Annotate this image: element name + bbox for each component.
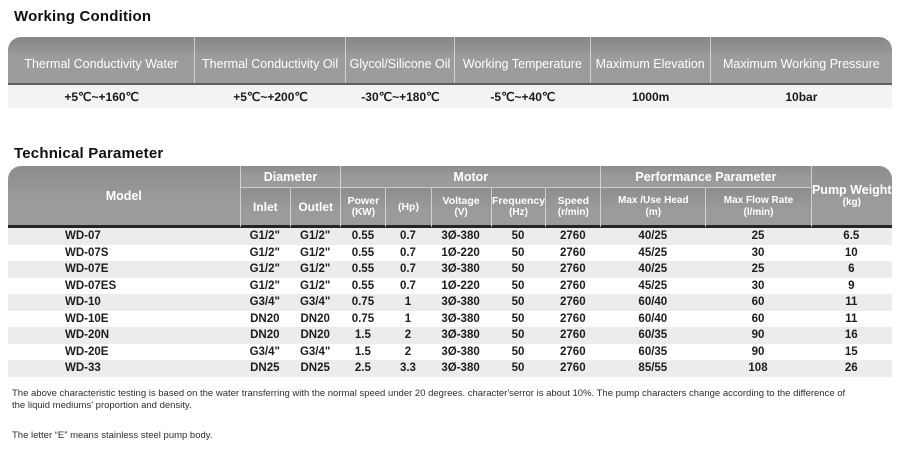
power-kw-cell: 0.55	[351, 263, 375, 275]
table-row	[8, 261, 892, 278]
wc-header-working-temperature: Working Temperature	[455, 37, 590, 83]
frequency-cell: 50	[511, 263, 525, 275]
model-cell: WD-10E	[65, 312, 109, 325]
voltage-cell: 1Ø-220	[441, 279, 480, 292]
wc-value-thermal-water: +5℃~+160℃	[64, 89, 140, 104]
wc-header-maximum-working-pressure: Maximum Working Pressure	[722, 57, 880, 71]
wc-value-working-temperature: -5℃~+40℃	[490, 89, 556, 104]
max-flow-rate-cell: 25	[751, 263, 765, 275]
pump-weight-cell: 11	[845, 296, 858, 308]
voltage-cell: 3Ø-380	[441, 345, 480, 358]
working-condition-value-row	[8, 85, 892, 108]
power-kw-cell: 0.75	[351, 296, 375, 308]
wc-header-glycol-silicone-oil: Glycol/Silicone Oil	[346, 37, 456, 83]
outlet-cell: G1/2"	[299, 263, 331, 275]
max-use-head-cell: 60/35	[638, 345, 668, 358]
hp-cell: 1	[404, 312, 412, 325]
frequency-cell: 50	[511, 296, 525, 308]
pump-weight-cell: 6	[848, 263, 855, 275]
pump-weight-cell: 15	[844, 345, 858, 358]
speed-cell: 2760	[560, 279, 586, 292]
voltage-cell: 3Ø-380	[441, 362, 480, 374]
max-use-head-cell: 60/40	[638, 296, 668, 308]
outlet-cell: DN20	[300, 312, 330, 325]
model-cell: WD-07ES	[65, 279, 117, 292]
hp-cell: 2	[404, 329, 412, 341]
table-row	[8, 360, 892, 377]
frequency-cell: 50	[511, 329, 525, 341]
wc-value-glycol-silicone-oil: -30℃~+180℃	[361, 89, 440, 104]
model-cell: WD-10	[65, 296, 101, 308]
col-header-voltage: Voltage (V)	[431, 188, 491, 228]
frequency-cell: 50	[511, 230, 525, 242]
outlet-cell: G1/2"	[299, 230, 331, 242]
hp-cell: 0.7	[399, 246, 416, 259]
wc-value-maximum-elevation: 1000m	[631, 89, 670, 104]
col-header-inlet: Inlet	[240, 188, 290, 228]
voltage-cell: 3Ø-380	[441, 230, 480, 242]
model-cell: WD-20E	[65, 345, 109, 358]
power-kw-cell: 0.55	[351, 246, 375, 259]
hp-cell: 0.7	[399, 279, 416, 292]
outlet-cell: G3/4"	[299, 296, 331, 308]
hp-cell: 3.3	[399, 362, 416, 374]
working-condition-table	[8, 37, 892, 108]
inlet-cell: G1/2"	[249, 279, 280, 292]
tech-table-body	[8, 228, 892, 377]
max-flow-rate-cell: 30	[751, 246, 765, 259]
wc-header-thermal-water: Thermal Conductivity Water	[8, 37, 195, 83]
col-group-motor: Motor	[340, 166, 600, 188]
max-flow-rate-cell: 60	[751, 312, 765, 325]
speed-cell: 2760	[560, 362, 586, 374]
wc-value-thermal-oil: +5℃~+200℃	[233, 89, 308, 104]
max-use-head-cell: 60/35	[638, 329, 668, 341]
inlet-cell: DN20	[250, 312, 280, 325]
technical-parameter-table	[8, 166, 892, 377]
max-use-head-cell: 45/25	[638, 279, 668, 292]
working-condition-title: Working Condition	[14, 8, 152, 25]
col-header-max-use-head: Max /Use Head (m)	[600, 188, 705, 228]
wc-value-maximum-working-pressure: 10bar	[785, 89, 818, 104]
power-kw-cell: 1.5	[354, 345, 371, 358]
hp-cell: 2	[404, 345, 412, 358]
voltage-cell: 3Ø-380	[441, 296, 480, 308]
frequency-cell: 50	[511, 279, 525, 292]
power-kw-cell: 1.5	[354, 329, 371, 341]
testing-note: The above characteristic testing is based on the water transferring with the normal speed under 20 degrees. character'serror is about 10%. The pump characters change according to the difference of the liquid mediums' proportion and density.	[12, 387, 846, 411]
col-header-hp: (Hp)	[385, 188, 430, 228]
col-header-speed: Speed (r/min)	[545, 188, 600, 228]
inlet-cell: G3/4"	[249, 296, 280, 308]
power-kw-cell: 0.55	[351, 279, 375, 292]
inlet-cell: G1/2"	[249, 246, 280, 259]
max-flow-rate-cell: 25	[751, 230, 765, 242]
power-kw-cell: 0.55	[351, 230, 375, 242]
col-header-model: Model	[8, 166, 240, 228]
technical-parameter-title: Technical Parameter	[14, 145, 164, 162]
wc-header-thermal-oil: Thermal Conductivity Oil	[195, 37, 345, 83]
max-use-head-cell: 40/25	[638, 263, 668, 275]
power-kw-cell: 2.5	[354, 362, 371, 374]
inlet-cell: G1/2"	[249, 263, 280, 275]
hp-cell: 1	[404, 296, 412, 308]
frequency-cell: 50	[511, 345, 525, 358]
max-use-head-cell: 40/25	[638, 230, 668, 242]
inlet-cell: G3/4"	[249, 345, 280, 358]
voltage-cell: 3Ø-380	[441, 312, 480, 325]
col-header-frequency: Frequency (Hz)	[491, 188, 546, 228]
speed-cell: 2760	[560, 246, 586, 259]
pump-weight-cell: 16	[844, 329, 858, 341]
max-flow-rate-cell: 30	[751, 279, 765, 292]
table-row	[8, 245, 892, 262]
max-flow-rate-cell: 60	[751, 296, 765, 308]
max-use-head-cell: 85/55	[638, 362, 668, 374]
speed-cell: 2760	[560, 329, 586, 341]
pump-weight-cell: 10	[844, 246, 858, 259]
model-cell: WD-07	[65, 230, 101, 242]
table-row	[8, 311, 892, 328]
outlet-cell: DN20	[300, 329, 330, 341]
col-header-power-kw: Power (KW)	[340, 188, 385, 228]
frequency-cell: 50	[511, 362, 525, 374]
speed-cell: 2760	[560, 312, 586, 325]
pump-weight-label: Pump Weight	[811, 182, 892, 197]
max-flow-rate-cell: 90	[751, 329, 765, 341]
table-row	[8, 228, 892, 245]
hp-cell: 0.7	[399, 230, 416, 242]
inlet-cell: G1/2"	[249, 230, 280, 242]
model-cell: WD-07S	[65, 246, 109, 259]
speed-cell: 2760	[560, 230, 586, 242]
working-condition-header-row	[8, 37, 892, 85]
speed-cell: 2760	[560, 345, 586, 358]
pump-weight-cell: 6.5	[843, 230, 860, 242]
wc-header-maximum-elevation: Maximum Elevation	[591, 37, 711, 83]
inlet-cell: DN25	[250, 362, 280, 374]
max-flow-rate-cell: 90	[751, 345, 765, 358]
speed-cell: 2760	[560, 296, 586, 308]
col-group-performance-parameter: Performance Parameter	[600, 166, 810, 188]
voltage-cell: 3Ø-380	[441, 263, 480, 275]
model-cell: WD-20N	[65, 329, 110, 341]
table-row	[8, 278, 892, 295]
col-header-max-flow-rate: Max Flow Rate (l/min)	[705, 188, 810, 228]
speed-cell: 2760	[560, 263, 586, 275]
inlet-cell: DN20	[250, 329, 280, 341]
voltage-cell: 1Ø-220	[441, 246, 480, 259]
pump-weight-unit: (kg)	[842, 197, 861, 209]
hp-cell: 0.7	[399, 263, 416, 275]
frequency-cell: 50	[511, 246, 525, 259]
model-cell: WD-07E	[65, 263, 109, 275]
col-group-diameter: Diameter	[240, 166, 341, 188]
pump-weight-cell: 26	[844, 362, 858, 374]
power-kw-cell: 0.75	[351, 312, 375, 325]
model-cell: WD-33	[65, 362, 101, 374]
outlet-cell: G3/4"	[299, 345, 331, 358]
pump-weight-cell: 9	[848, 279, 855, 292]
outlet-cell: DN25	[300, 362, 330, 374]
table-row	[8, 294, 892, 311]
table-row	[8, 327, 892, 344]
max-flow-rate-cell: 108	[748, 362, 768, 374]
outlet-cell: G1/2"	[299, 246, 331, 259]
max-use-head-cell: 45/25	[638, 246, 668, 259]
col-header-pump-weight	[811, 166, 892, 228]
voltage-cell: 3Ø-380	[441, 329, 480, 341]
col-header-outlet: Outlet	[290, 188, 340, 228]
outlet-cell: G1/2"	[299, 279, 331, 292]
letter-e-note: The letter “E” means stainless steel pump body.	[12, 430, 213, 442]
frequency-cell: 50	[511, 312, 525, 325]
table-row	[8, 344, 892, 361]
pump-weight-cell: 11	[845, 312, 858, 325]
max-use-head-cell: 60/40	[638, 312, 668, 325]
